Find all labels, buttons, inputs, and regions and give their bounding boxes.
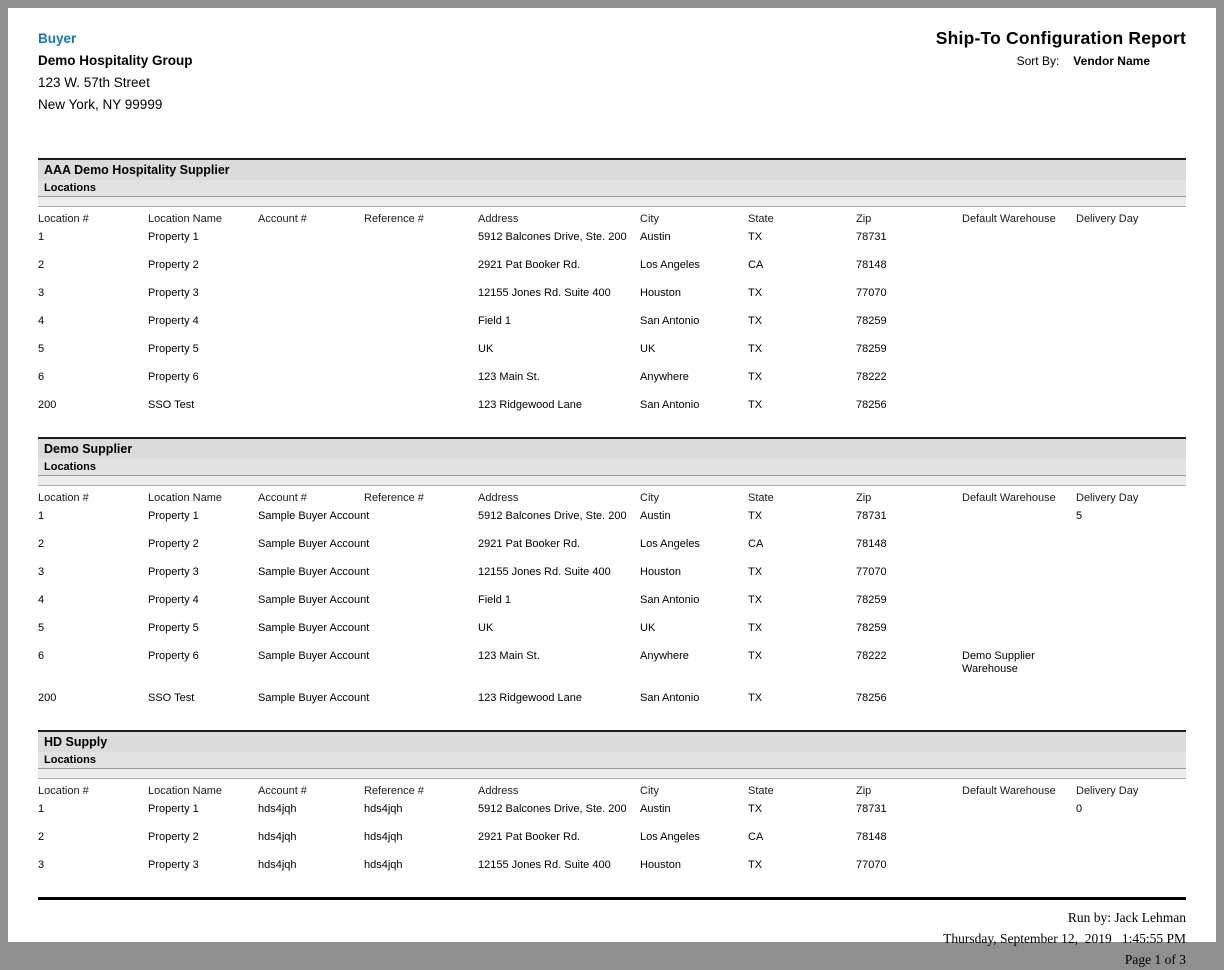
column-header: Default Warehouse [962,492,1056,504]
column-header: Location Name [148,785,222,797]
report-page [8,8,1216,967]
table-cell: Property 1 [148,803,199,815]
table-cell [962,340,1076,368]
section-spacer [38,476,1186,486]
title-block [936,28,1186,116]
table-cell [1076,228,1186,256]
sort-by-row [936,54,1186,68]
table-row [38,284,1186,312]
table-cell [364,368,478,396]
table-row [38,256,1186,284]
table-cell [1076,535,1186,563]
table-cell: Sample Buyer Account [258,622,370,634]
table-cell [364,507,478,535]
table-cell: Austin [640,231,671,243]
column-header: Address [478,492,519,504]
table-cell [1076,689,1186,717]
table-cell [962,507,1076,535]
table-cell: UK [640,343,656,355]
table-row [38,828,1186,856]
column-header: Location # [38,785,89,797]
table-cell: Property 3 [148,566,199,578]
table-cell: 123 Ridgewood Lane [478,692,582,704]
table-cell: 5912 Balcones Drive, Ste. 200 [478,510,627,522]
table-cell: Sample Buyer Account [258,510,370,522]
table-cell: TX [748,315,763,327]
table-cell: 5912 Balcones Drive, Ste. 200 [478,231,627,243]
table-cell [258,284,364,312]
locations-table [38,486,1186,717]
table-cell [258,228,364,256]
table-cell: 2921 Pat Booker Rd. [478,831,581,843]
table-cell [962,591,1076,619]
table-header-row [38,486,1186,507]
table-cell: 5 [38,622,45,634]
table-cell: 78256 [856,692,887,704]
table-header-row [38,207,1186,228]
table-cell [962,828,1076,856]
table-cell: 77070 [856,287,887,299]
buyer-address-line1: 123 W. 57th Street [38,75,150,90]
vendor-section-title: HD Supply [38,730,1186,752]
table-cell: 123 Ridgewood Lane [478,399,582,411]
table-cell [962,856,1076,884]
table-cell: Austin [640,803,671,815]
column-header: Address [478,785,519,797]
table-cell: 77070 [856,566,887,578]
table-cell: Sample Buyer Account [258,650,370,662]
table-cell: UK [478,343,494,355]
column-header: Zip [856,213,872,225]
table-cell [1076,828,1186,856]
table-cell: Property 1 [148,510,199,522]
table-cell: Houston [640,859,681,871]
table-cell: SSO Test [148,692,195,704]
table-cell: Property 3 [148,859,199,871]
locations-subheader: Locations [38,459,1186,476]
table-cell [1076,647,1186,689]
table-cell: 77070 [856,859,887,871]
sort-by-label: Sort By: [1016,54,1060,68]
table-cell: 12155 Jones Rd. Suite 400 [478,859,611,871]
table-row [38,507,1186,535]
table-cell: Demo Supplier Warehouse [962,650,1035,675]
table-cell [1076,256,1186,284]
table-cell: 78731 [856,510,887,522]
table-row [38,312,1186,340]
table-cell: 78222 [856,371,887,383]
table-row [38,800,1186,828]
table-cell [258,340,364,368]
table-cell [962,689,1076,717]
column-header: Delivery Day [1076,213,1139,225]
column-header: State [748,785,774,797]
table-cell [364,340,478,368]
locations-subheader: Locations [38,752,1186,769]
table-cell: hds4jqh [258,859,297,871]
table-cell: 200 [38,399,57,411]
table-cell: hds4jqh [258,831,297,843]
column-header: Zip [856,492,872,504]
column-header: City [640,213,659,225]
table-cell: TX [748,287,763,299]
table-cell: 6 [38,371,45,383]
table-cell: 78259 [856,315,887,327]
column-header: Delivery Day [1076,492,1139,504]
table-cell: Property 5 [148,622,199,634]
table-cell [364,284,478,312]
table-cell [962,535,1076,563]
table-cell: Property 2 [148,831,199,843]
table-cell [1076,312,1186,340]
table-cell: Anywhere [640,650,689,662]
table-cell [364,647,478,689]
table-cell [1076,591,1186,619]
table-cell: 78148 [856,538,887,550]
column-header: City [640,785,659,797]
section-spacer [38,197,1186,207]
table-cell [962,256,1076,284]
table-cell: 5912 Balcones Drive, Ste. 200 [478,803,627,815]
table-cell [364,535,478,563]
report-header [38,28,1186,116]
report-footer [38,907,1186,970]
buyer-block [38,28,193,116]
table-cell: 5 [38,343,45,355]
table-cell: 78256 [856,399,887,411]
table-cell [258,368,364,396]
table-cell: hds4jqh [258,803,297,815]
table-cell: 12155 Jones Rd. Suite 400 [478,566,611,578]
sort-by-value: Vendor Name [1073,54,1150,68]
table-row [38,591,1186,619]
table-row [38,368,1186,396]
table-cell: Property 5 [148,343,199,355]
table-cell: TX [748,803,763,815]
table-cell [1076,563,1186,591]
vendor-section [38,437,1186,717]
table-cell: Sample Buyer Account [258,538,370,550]
table-cell: 1 [38,803,45,815]
table-cell: TX [748,692,763,704]
vendor-section-title: AAA Demo Hospitality Supplier [38,158,1186,180]
table-cell: Austin [640,510,671,522]
table-cell [962,619,1076,647]
column-header: State [748,213,774,225]
table-cell: 123 Main St. [478,371,540,383]
table-cell: TX [748,371,763,383]
table-cell: San Antonio [640,315,700,327]
table-cell: 4 [38,315,45,327]
column-header: Account # [258,785,307,797]
column-header: Location Name [148,213,222,225]
table-cell: 78259 [856,622,887,634]
table-cell: TX [748,510,763,522]
locations-table [38,779,1186,884]
table-cell: Los Angeles [640,259,700,271]
locations-subheader: Locations [38,180,1186,197]
table-cell [364,619,478,647]
table-cell: CA [748,538,764,550]
table-cell [1076,284,1186,312]
page-title: Ship-To Configuration Report [935,28,1186,48]
table-cell: Property 1 [148,231,199,243]
table-cell: 3 [38,566,45,578]
table-cell: 78222 [856,650,887,662]
table-cell [962,228,1076,256]
column-header: Account # [258,492,307,504]
table-row [38,619,1186,647]
table-cell: Property 6 [148,371,199,383]
table-row [38,647,1186,689]
table-cell: Property 2 [148,538,199,550]
table-cell: San Antonio [640,399,700,411]
column-header: City [640,492,659,504]
table-cell: TX [748,594,763,606]
table-cell: CA [748,259,764,271]
table-cell: Field 1 [478,315,512,327]
table-cell: San Antonio [640,692,700,704]
table-cell: SSO Test [148,399,195,411]
table-cell [364,256,478,284]
table-cell [1076,619,1186,647]
table-cell: Los Angeles [640,538,700,550]
table-row [38,228,1186,256]
table-cell: 3 [38,287,45,299]
column-header: Delivery Day [1076,785,1139,797]
table-cell: 78731 [856,231,887,243]
table-cell: UK [478,622,494,634]
table-cell [364,563,478,591]
table-cell: TX [748,343,763,355]
column-header: Location # [38,492,89,504]
table-cell: Sample Buyer Account [258,566,370,578]
table-cell [962,312,1076,340]
column-header: Account # [258,213,307,225]
column-header: Default Warehouse [962,785,1056,797]
column-header: Address [478,213,519,225]
table-cell: TX [748,566,763,578]
vendor-section [38,158,1186,424]
table-cell [962,368,1076,396]
buyer-address-line2: New York, NY 99999 [38,97,163,112]
table-cell: 78148 [856,259,887,271]
table-cell: 1 [38,510,45,522]
table-cell: 4 [38,594,45,606]
table-cell: Houston [640,566,681,578]
table-cell: Sample Buyer Account [258,594,370,606]
column-header: Default Warehouse [962,213,1056,225]
table-row [38,563,1186,591]
table-cell: TX [748,859,763,871]
table-cell [962,284,1076,312]
table-cell [1076,396,1186,424]
vendor-section [38,730,1186,884]
column-header: Reference # [364,213,424,225]
table-cell [962,396,1076,424]
column-header: Location Name [148,492,222,504]
locations-table [38,207,1186,424]
table-cell: CA [748,831,764,843]
run-datetime-text: Thursday, September 12, 2019 1:45:55 PM [943,931,1186,946]
table-cell [962,800,1076,828]
section-spacer [38,769,1186,779]
buyer-name: Demo Hospitality Group [38,53,193,68]
table-cell: Property 6 [148,650,199,662]
page-number-text: Page 1 of 3 [1124,952,1186,967]
table-cell [258,312,364,340]
vendor-section-title: Demo Supplier [38,437,1186,459]
table-cell: 2921 Pat Booker Rd. [478,538,581,550]
table-cell: 200 [38,692,57,704]
table-row [38,396,1186,424]
table-cell: 1 [38,231,45,243]
table-cell: Houston [640,287,681,299]
table-cell: hds4jqh [364,831,403,843]
table-cell: TX [748,622,763,634]
table-cell: San Antonio [640,594,700,606]
table-cell [364,396,478,424]
table-cell: 5 [1076,510,1083,522]
table-cell: TX [748,399,763,411]
table-header-row [38,779,1186,800]
table-cell: 78259 [856,594,887,606]
table-cell: Property 2 [148,259,199,271]
table-cell: 78731 [856,803,887,815]
column-header: Zip [856,785,872,797]
table-cell: 78259 [856,343,887,355]
table-cell [364,228,478,256]
table-cell: 3 [38,859,45,871]
column-header: Reference # [364,785,424,797]
table-row [38,856,1186,884]
table-cell: 12155 Jones Rd. Suite 400 [478,287,611,299]
column-header: Reference # [364,492,424,504]
table-cell: Property 3 [148,287,199,299]
table-row [38,340,1186,368]
vendor-sections [38,158,1186,884]
table-cell: 2 [38,831,45,843]
table-cell: Property 4 [148,315,199,327]
table-row [38,689,1186,717]
table-cell: 2921 Pat Booker Rd. [478,259,581,271]
table-cell: 0 [1076,803,1083,815]
table-cell [258,396,364,424]
table-cell [1076,856,1186,884]
table-cell: 6 [38,650,45,662]
column-header: Location # [38,213,89,225]
table-cell: 2 [38,259,45,271]
table-cell [258,256,364,284]
table-row [38,535,1186,563]
buyer-label: Buyer [38,31,77,46]
footer-rule [38,897,1186,900]
table-cell: TX [748,650,763,662]
table-cell [962,563,1076,591]
table-cell: 2 [38,538,45,550]
table-cell [1076,340,1186,368]
table-cell: 123 Main St. [478,650,540,662]
table-cell: Property 4 [148,594,199,606]
table-cell [364,591,478,619]
table-cell: 78148 [856,831,887,843]
table-cell: Field 1 [478,594,512,606]
table-cell: hds4jqh [364,859,403,871]
table-cell: Sample Buyer Account [258,692,370,704]
table-cell: Los Angeles [640,831,700,843]
table-cell [1076,368,1186,396]
table-cell: hds4jqh [364,803,403,815]
table-cell: Anywhere [640,371,689,383]
table-cell: TX [748,231,763,243]
table-cell: UK [640,622,656,634]
table-cell [364,689,478,717]
run-by-text: Run by: Jack Lehman [1067,910,1186,925]
table-cell [364,312,478,340]
column-header: State [748,492,774,504]
